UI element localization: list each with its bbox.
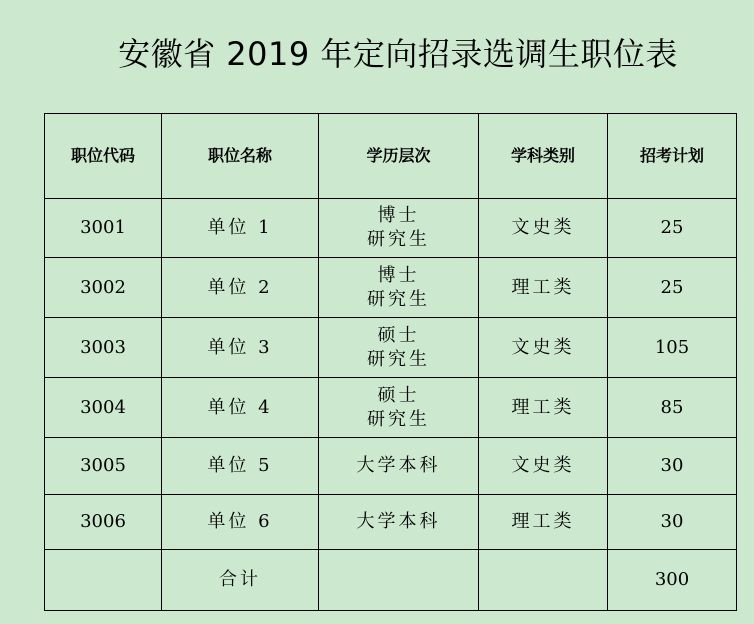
education-line: 研究生	[367, 288, 430, 310]
table-row	[45, 258, 737, 318]
position-code-cell: 3001	[45, 199, 162, 258]
positions-table	[44, 113, 737, 611]
table-row	[45, 378, 737, 438]
subject-category-cell: 文史类	[479, 318, 608, 378]
recruitment-plan-cell: 25	[608, 258, 737, 318]
recruitment-plan-cell: 105	[608, 318, 737, 378]
recruitment-plan-cell: 85	[608, 378, 737, 438]
table-row	[45, 438, 737, 495]
recruitment-plan-cell: 30	[608, 495, 737, 550]
page-title: 安徽省 2019 年定向招录选调生职位表	[118, 35, 678, 73]
empty-cell	[319, 550, 479, 611]
position-code-cell: 3006	[45, 495, 162, 550]
education-level-cell	[319, 495, 479, 550]
column-header-name: 职位名称	[162, 114, 319, 199]
column-header-education: 学历层次	[319, 114, 479, 199]
recruitment-plan-cell: 30	[608, 438, 737, 495]
empty-cell	[479, 550, 608, 611]
education-line: 硕士	[377, 324, 420, 346]
education-line: 博士	[377, 205, 420, 226]
education-level-cell	[319, 199, 479, 258]
position-code-cell: 3002	[45, 258, 162, 318]
column-header-plan: 招考计划	[608, 114, 737, 199]
education-line: 大学本科	[356, 511, 441, 532]
education-line: 研究生	[367, 348, 430, 370]
empty-cell	[45, 550, 162, 611]
position-code-cell: 3004	[45, 378, 162, 438]
position-name-cell: 单位 3	[162, 318, 319, 378]
table-row	[45, 318, 737, 378]
column-header-subject: 学科类别	[479, 114, 608, 199]
education-line: 博士	[377, 264, 420, 286]
table-header-row	[45, 114, 737, 199]
subject-category-cell: 文史类	[479, 438, 608, 495]
recruitment-plan-cell: 25	[608, 199, 737, 258]
education-level-cell	[319, 378, 479, 438]
position-code-cell: 3005	[45, 438, 162, 495]
education-level-cell	[319, 318, 479, 378]
subject-category-cell: 理工类	[479, 258, 608, 318]
total-plan-cell: 300	[608, 550, 737, 611]
education-level-cell	[319, 258, 479, 318]
subject-category-cell: 理工类	[479, 495, 608, 550]
education-line: 研究生	[367, 408, 430, 430]
education-line: 研究生	[367, 229, 430, 250]
position-name-cell: 单位 2	[162, 258, 319, 318]
position-name-cell: 单位 6	[162, 495, 319, 550]
subject-category-cell: 理工类	[479, 378, 608, 438]
total-row	[45, 550, 737, 611]
position-name-cell: 单位 1	[162, 199, 319, 258]
education-line: 大学本科	[356, 455, 441, 476]
subject-category-cell: 文史类	[479, 199, 608, 258]
total-label: 合计	[162, 550, 319, 611]
table-row	[45, 199, 737, 258]
education-line: 硕士	[377, 384, 420, 406]
education-level-cell	[319, 438, 479, 495]
table-row	[45, 495, 737, 550]
column-header-code: 职位代码	[45, 114, 162, 199]
position-name-cell: 单位 4	[162, 378, 319, 438]
position-code-cell: 3003	[45, 318, 162, 378]
position-name-cell: 单位 5	[162, 438, 319, 495]
